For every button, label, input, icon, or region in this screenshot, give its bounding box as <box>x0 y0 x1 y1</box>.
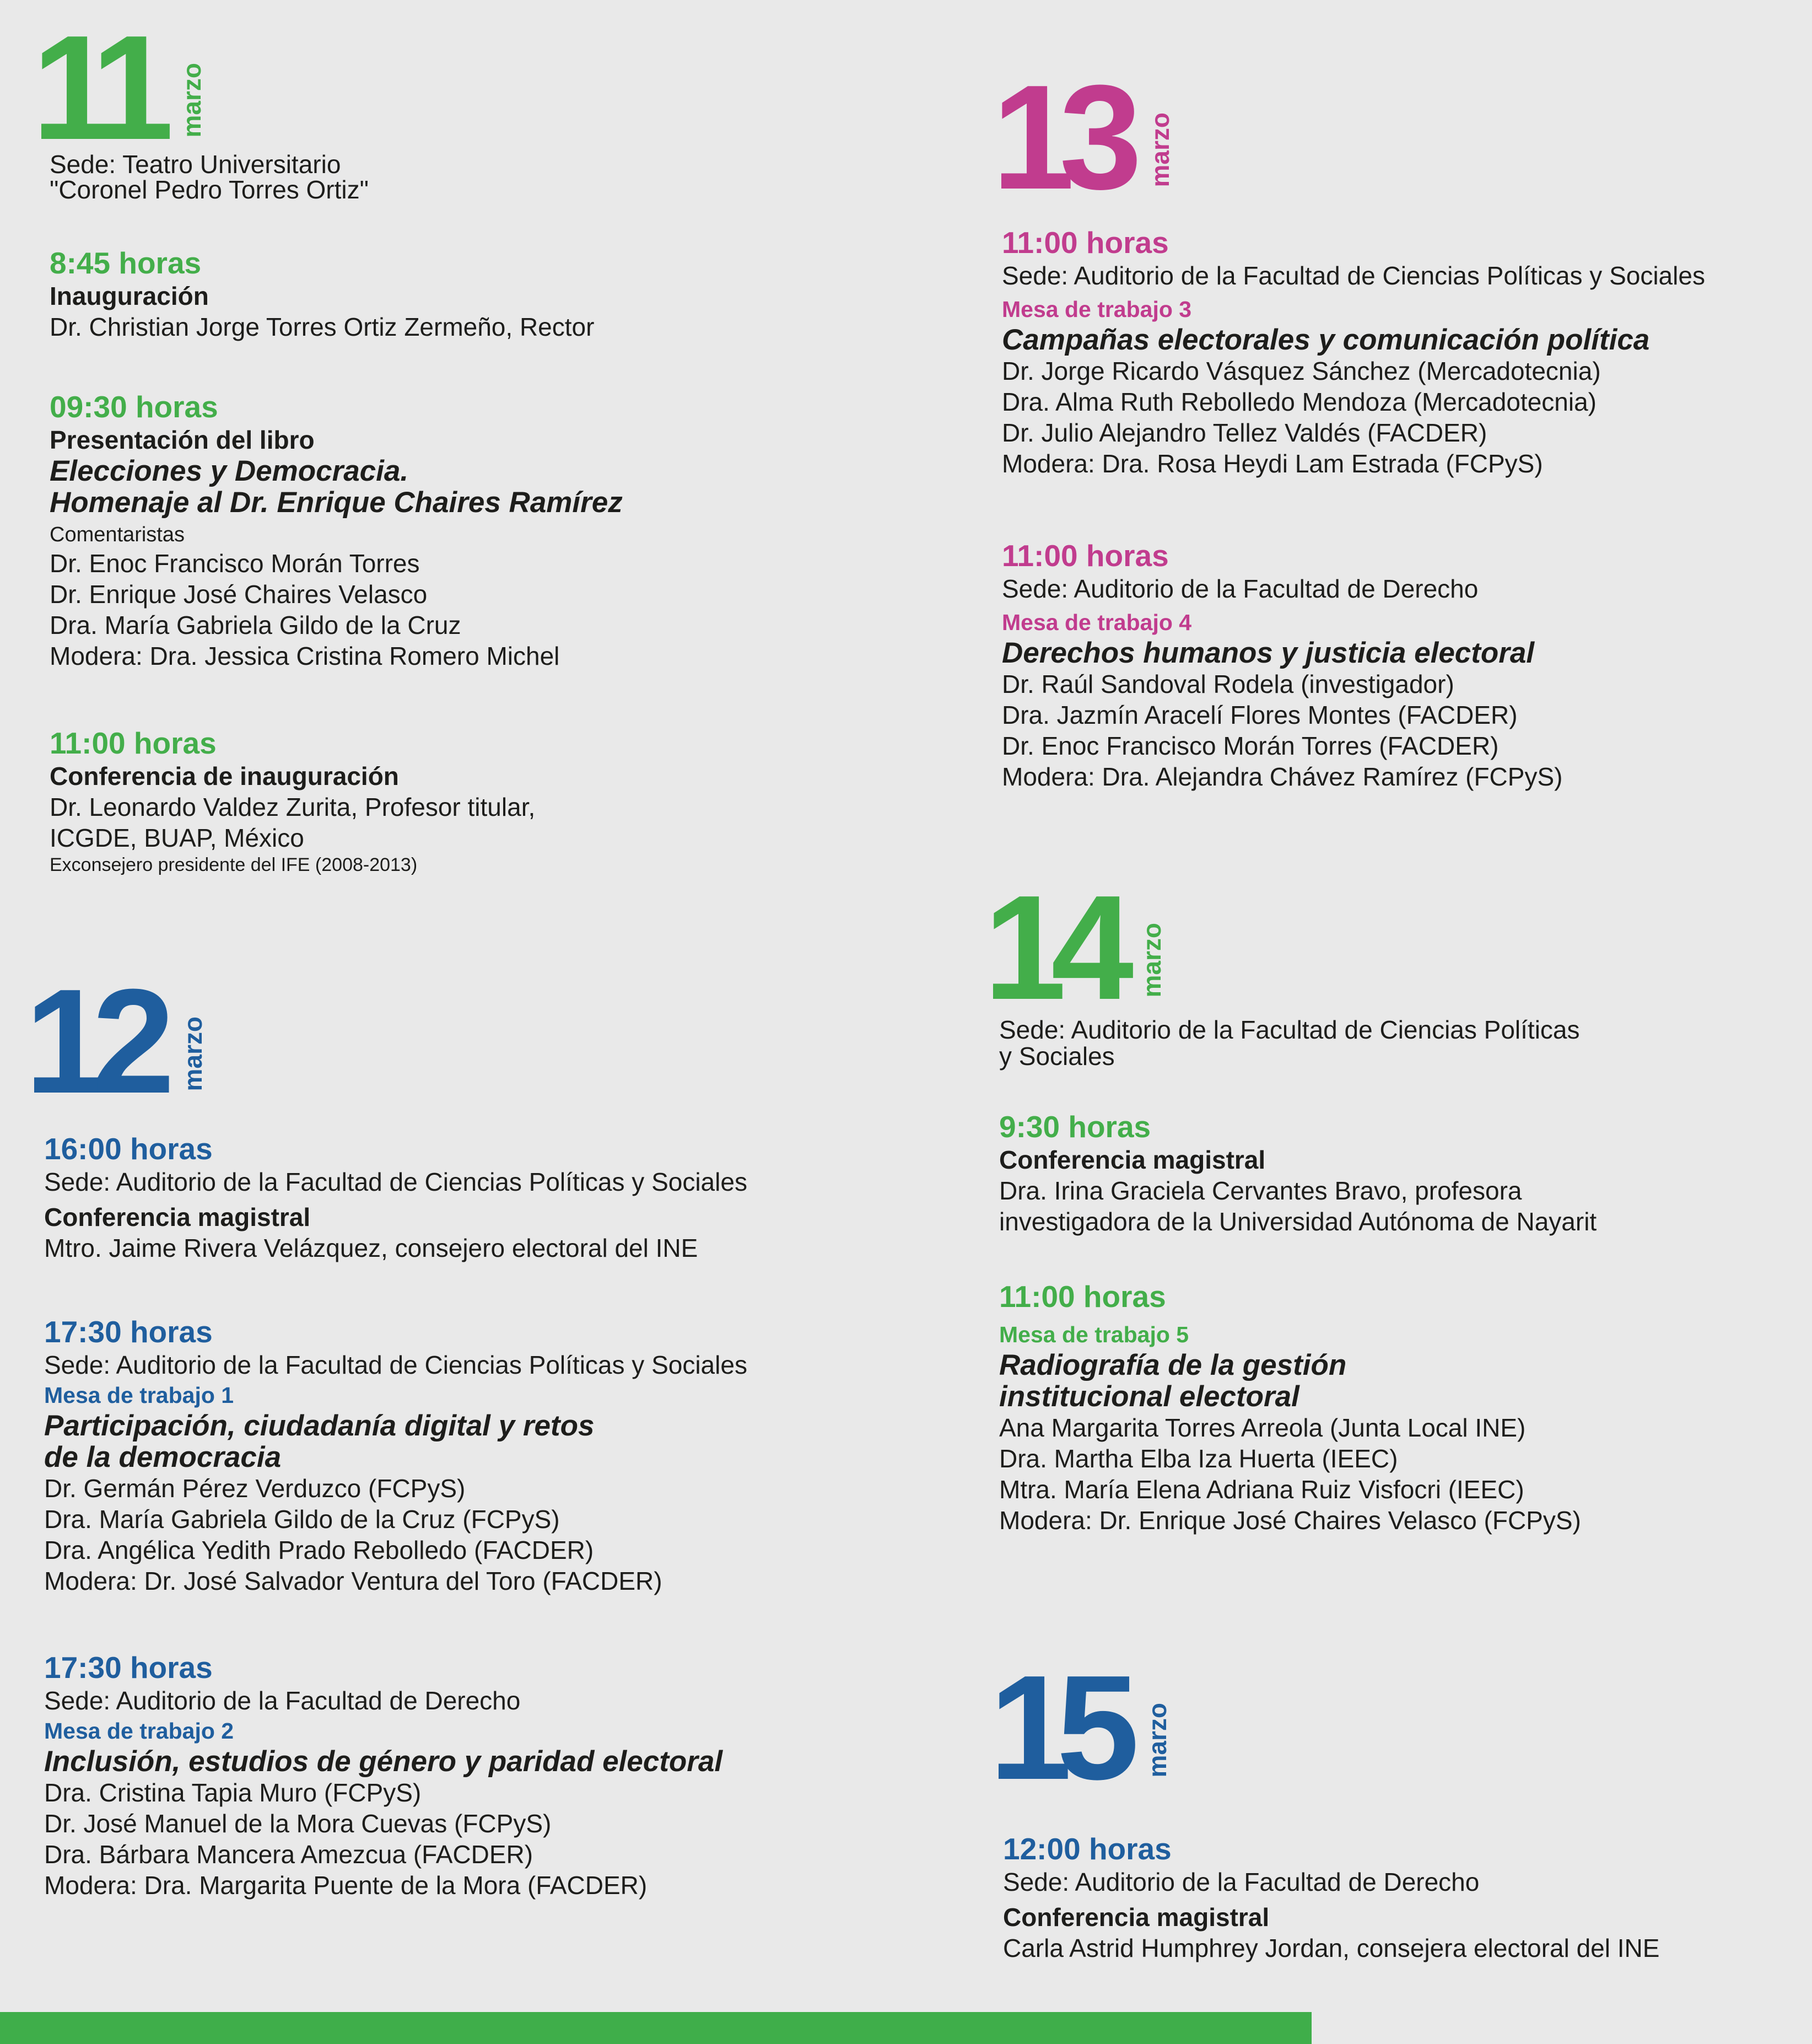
moderator: Modera: Dra. Jessica Cristina Romero Michel <box>50 642 560 670</box>
book-title: Homenaje al Dr. Enrique Chaires Ramírez <box>50 486 623 519</box>
event-time: 09:30 horas <box>50 390 218 424</box>
event-title: Conferencia de inauguración <box>50 762 399 790</box>
speaker: Dr. Enrique José Chaires Velasco <box>50 580 428 609</box>
mesa-label: Mesa de trabajo 2 <box>44 1718 234 1744</box>
venue <box>999 1014 1580 1072</box>
speaker: Dra. Irina Graciela Cervantes Bravo, profesora <box>999 1176 1522 1205</box>
venue-line: Sede: Auditorio de la Facultad de Ciencias Políticas <box>999 1015 1580 1044</box>
event-time: 9:30 horas <box>999 1110 1151 1144</box>
event-title: Conferencia magistral <box>999 1145 1266 1174</box>
event <box>999 1109 1597 1237</box>
event <box>50 245 594 342</box>
event <box>44 1314 747 1596</box>
speaker: investigadora de la Universidad Autónoma de Nayarit <box>999 1207 1597 1236</box>
speaker: Dra. María Gabriela Gildo de la Cruz (FCPyS) <box>44 1505 560 1534</box>
venue-line: Sede: Teatro Universitario <box>50 150 341 179</box>
venue: Sede: Auditorio de la Facultad de Ciencias Políticas y Sociales <box>44 1168 747 1196</box>
event-title: Presentación del libro <box>50 426 315 454</box>
moderator: Modera: Dra. Margarita Puente de la Mora (FACDER) <box>44 1871 648 1900</box>
event-time: 11:00 horas <box>999 1279 1166 1314</box>
event-time: 11:00 horas <box>50 726 217 760</box>
day-12-header <box>25 959 208 1125</box>
day-number: 15 <box>989 1645 1124 1811</box>
venue: Sede: Auditorio de la Facultad de Derecho <box>1002 574 1479 603</box>
speaker: Dra. Angélica Yedith Prado Rebolledo (FACDER) <box>44 1536 594 1564</box>
mesa-topic: Campañas electorales y comunicación política <box>1002 324 1650 356</box>
month-label: marzo <box>177 62 207 137</box>
speaker: Dr. Leonardo Valdez Zurita, Profesor titular, <box>50 793 536 821</box>
speaker: Dr. Enoc Francisco Morán Torres <box>50 549 420 578</box>
speaker: Dra. Bárbara Mancera Amezcua (FACDER) <box>44 1840 533 1869</box>
speaker-note: Exconsejero presidente del IFE (2008-2013) <box>50 854 418 875</box>
event <box>44 1131 747 1263</box>
speaker: Dr. Julio Alejandro Tellez Valdés (FACDER) <box>1002 418 1487 447</box>
event-time: 8:45 horas <box>50 246 202 280</box>
venue-line: y Sociales <box>999 1042 1115 1071</box>
day-13-header <box>992 55 1175 220</box>
speaker: Dra. Cristina Tapia Muro (FCPyS) <box>44 1778 422 1807</box>
book-title: Elecciones y Democracia. <box>50 455 409 487</box>
speaker: Dra. Alma Ruth Rebolledo Mendoza (Mercadotecnia) <box>1002 388 1597 416</box>
speaker: Dra. Martha Elba Iza Huerta (IEEC) <box>999 1444 1398 1473</box>
month-label: marzo <box>1143 1702 1172 1777</box>
mesa-topic: Inclusión, estudios de género y paridad electoral <box>44 1745 723 1778</box>
moderator: Modera: Dr. Enrique José Chaires Velasco (FCPyS) <box>999 1506 1581 1535</box>
venue <box>50 149 369 205</box>
venue: Sede: Auditorio de la Facultad de Ciencias Políticas y Sociales <box>44 1351 747 1379</box>
event-title: Conferencia magistral <box>1003 1903 1270 1932</box>
mesa-topic: Derechos humanos y justicia electoral <box>1002 637 1535 669</box>
venue: Sede: Auditorio de la Facultad de Derecho <box>44 1686 521 1715</box>
mesa-label: Mesa de trabajo 3 <box>1002 297 1192 322</box>
moderator: Modera: Dr. José Salvador Ventura del Toro (FACDER) <box>44 1567 662 1595</box>
speaker: Ana Margarita Torres Arreola (Junta Local INE) <box>999 1413 1526 1442</box>
mesa-label: Mesa de trabajo 1 <box>44 1383 234 1408</box>
commentators-label: Comentaristas <box>50 523 185 546</box>
speaker: Dr. Raúl Sandoval Rodela (investigador) <box>1002 670 1454 698</box>
event-time: 11:00 horas <box>1002 539 1169 573</box>
day-number: 12 <box>25 959 160 1125</box>
day-14-header <box>984 865 1167 1031</box>
mesa-topic: de la democracia <box>44 1441 282 1473</box>
day-15-header <box>989 1645 1172 1811</box>
mesa-topic: Radiografía de la gestión <box>999 1349 1347 1381</box>
day-number: 11 <box>32 5 159 171</box>
mesa-label: Mesa de trabajo 5 <box>999 1322 1189 1347</box>
speaker: Dr. Enoc Francisco Morán Torres (FACDER) <box>1002 731 1499 760</box>
event <box>1002 538 1562 792</box>
event <box>999 1279 1581 1536</box>
month-label: marzo <box>1146 112 1175 187</box>
venue: Sede: Auditorio de la Facultad de Derecho <box>1003 1868 1480 1896</box>
month-label: marzo <box>1137 922 1167 997</box>
event-time: 17:30 horas <box>44 1650 213 1685</box>
event-time: 17:30 horas <box>44 1315 213 1349</box>
day-number: 14 <box>984 865 1119 1031</box>
day-number: 13 <box>992 55 1127 220</box>
moderator: Modera: Dra. Rosa Heydi Lam Estrada (FCPyS) <box>1002 449 1543 478</box>
event-title: Inauguración <box>50 282 209 310</box>
moderator: Modera: Dra. Alejandra Chávez Ramírez (FCPyS) <box>1002 762 1563 791</box>
event <box>50 725 535 876</box>
speaker: Dr. José Manuel de la Mora Cuevas (FCPyS) <box>44 1809 552 1838</box>
event <box>1002 225 1705 479</box>
speaker: Dr. Christian Jorge Torres Ortiz Zermeño, Rector <box>50 313 595 341</box>
bottom-accent-bar <box>0 2012 1312 2044</box>
speaker: Dra. Jazmín Aracelí Flores Montes (FACDER) <box>1002 701 1518 729</box>
speaker: ICGDE, BUAP, México <box>50 824 304 852</box>
event <box>1003 1831 1659 1964</box>
event-title: Conferencia magistral <box>44 1203 311 1231</box>
speaker: Dra. María Gabriela Gildo de la Cruz <box>50 611 461 639</box>
event-time: 12:00 horas <box>1003 1832 1172 1866</box>
event-time: 16:00 horas <box>44 1132 213 1166</box>
mesa-topic: institucional electoral <box>999 1380 1299 1413</box>
event <box>50 389 623 671</box>
venue: Sede: Auditorio de la Facultad de Ciencias Políticas y Sociales <box>1002 261 1705 290</box>
event <box>44 1650 722 1901</box>
mesa-label: Mesa de trabajo 4 <box>1002 610 1192 635</box>
venue-line: "Coronel Pedro Torres Ortiz" <box>50 175 369 204</box>
mesa-topic: Participación, ciudadanía digital y retos <box>44 1410 595 1442</box>
speaker: Mtra. María Elena Adriana Ruiz Visfocri (IEEC) <box>999 1475 1524 1504</box>
speaker: Dr. Jorge Ricardo Vásquez Sánchez (Mercadotecnia) <box>1002 357 1601 385</box>
day-11-header <box>32 5 207 171</box>
speaker: Mtro. Jaime Rivera Velázquez, consejero electoral del INE <box>44 1234 698 1262</box>
month-label: marzo <box>179 1016 208 1091</box>
speaker: Carla Astrid Humphrey Jordan, consejera electoral del INE <box>1003 1934 1660 1962</box>
event-time: 11:00 horas <box>1002 225 1169 260</box>
speaker: Dr. Germán Pérez Verduzco (FCPyS) <box>44 1474 466 1503</box>
